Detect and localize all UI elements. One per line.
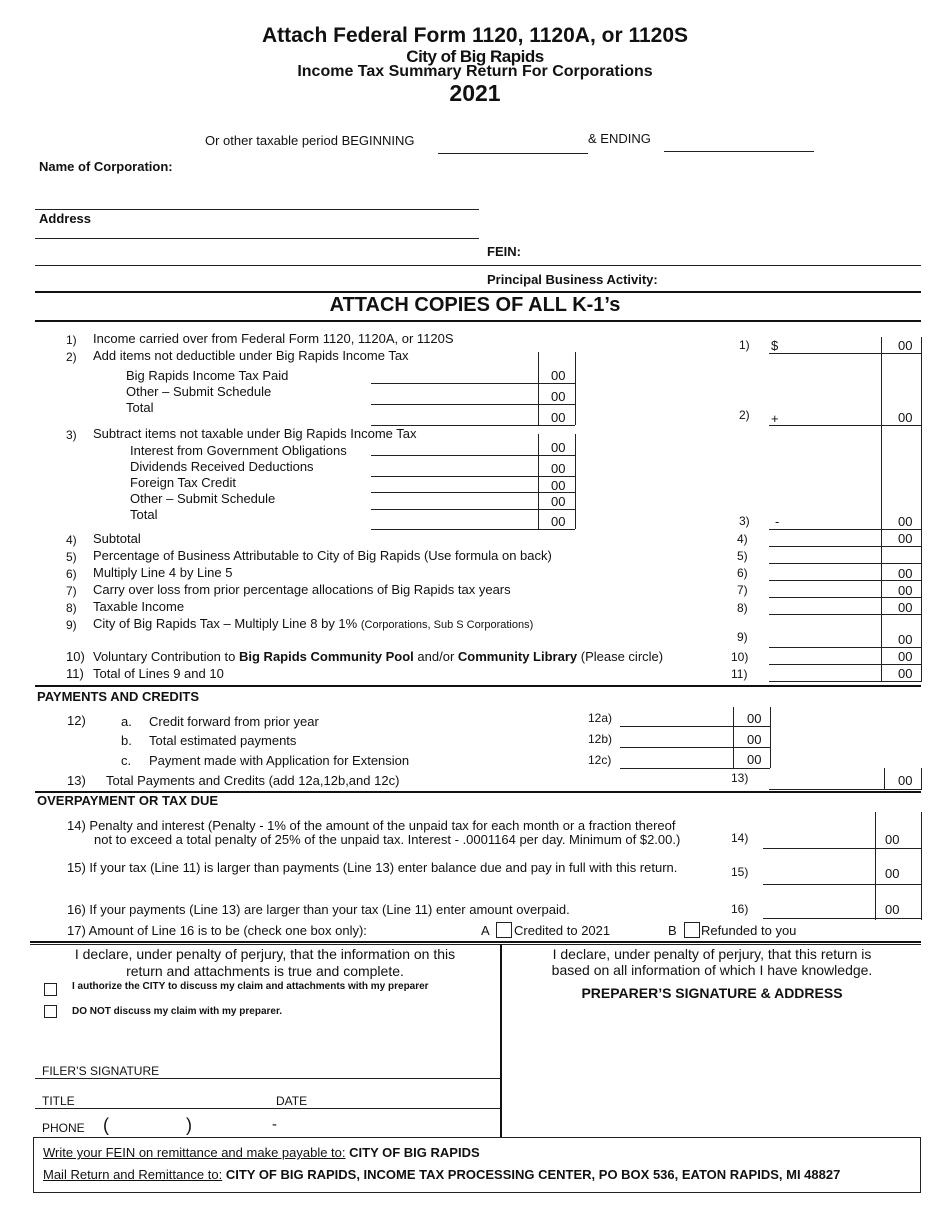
line13-number: 13) [67,773,86,788]
address-field[interactable] [35,238,479,239]
sub-column-border [538,352,539,425]
line12b-letter: b. [121,733,132,748]
divider [35,685,921,687]
line11-cents: 00 [898,666,913,681]
sub-column-border [538,434,539,529]
community-library-option[interactable]: Community Library [457,649,578,664]
tax-year: 2021 [449,80,501,106]
line14-cents: 00 [885,832,900,847]
phone-dash: - [272,1116,277,1133]
signature-divider [500,944,502,1137]
line3-total-field[interactable] [371,529,575,530]
phone-label: PHONE [42,1121,85,1135]
mailing-address: CITY OF BIG RAPIDS, INCOME TAX PROCESSING CENTER, PO BOX 536, EATON RAPIDS, MI 48827 [225,1167,841,1182]
authorize-label: I authorize the CITY to discuss my claim and attachments with my preparer [72,981,429,992]
line4-number: 4) [66,533,77,547]
minus-sign: - [775,514,780,529]
divider [35,320,921,322]
sub-column-border [575,434,576,529]
title-date-field[interactable] [35,1108,500,1109]
line3-item: Other – Submit Schedule [130,491,276,506]
line3b-amount-field[interactable] [371,476,575,477]
line12b-ref: 12b) [588,732,613,746]
line3d-amount-field[interactable] [371,509,575,510]
line12c-cents: 00 [747,752,762,767]
amount-column-border [875,812,876,920]
line12b-amount-field[interactable] [620,747,770,748]
line4-label: Subtotal [93,531,141,546]
fein-field[interactable] [35,265,921,266]
line16-ref: 16) [731,902,749,916]
line6-label: Multiply Line 4 by Line 5 [93,565,233,580]
line17-label: 17) Amount of Line 16 is to be (check one box only): [67,923,367,938]
line9-cents: 00 [898,632,913,647]
line2-number: 2) [66,350,77,364]
line3a-amount-field[interactable] [371,455,575,456]
line8-ref: 8) [737,601,748,615]
credited-checkbox[interactable] [496,922,512,938]
line10-amount-field[interactable] [769,664,921,665]
dollar-sign: $ [771,338,779,353]
line12c-ref: 12c) [588,753,612,767]
divider [30,944,921,945]
line2-item: Other – Submit Schedule [126,384,272,399]
line1-ref: 1) [739,338,750,352]
line12c-label: Payment made with Application for Extension [149,753,410,768]
line16-cents: 00 [885,902,900,917]
line6-cents: 00 [898,566,913,581]
payments-heading: PAYMENTS AND CREDITS [37,689,200,704]
plus-sign: + [771,411,779,426]
overpayment-heading: OVERPAYMENT OR TAX DUE [37,793,219,808]
city-name: City of Big Rapids [406,47,544,66]
line13-ref: 13) [731,771,749,785]
line15-cents: 00 [885,866,900,881]
divider [30,941,921,943]
line1-label: Income carried over from Federal Form 1120, 1120A, or 1120S [93,331,454,346]
period-beginning-field[interactable] [438,153,588,154]
form-title: Attach Federal Form 1120, 1120A, or 1120S [261,24,689,47]
line2-cents: 00 [898,410,913,425]
line16-label: 16) If your payments (Line 13) are larger than your tax (Line 11) enter amount overpaid. [67,902,570,917]
line2-amount-field[interactable] [769,425,921,426]
phone-field[interactable] [120,1116,185,1134]
line2-item: Big Rapids Income Tax Paid [126,368,289,383]
line14-ref: 14) [731,831,749,845]
line12a-ref: 12a) [588,711,613,725]
line12-number: 12) [67,713,86,728]
line5-ref: 5) [737,549,748,563]
line10-label [93,649,663,664]
line10-pre: Voluntary Contribution to [93,649,236,664]
refunded-checkbox[interactable] [684,922,700,938]
preparer-declaration-1: I declare, under penalty of perjury, that this return is [552,946,872,962]
line15-label: 15) If your tax (Line 11) is larger than payments (Line 13) enter balance due and pay in full with this return. [67,860,678,875]
line4-amount-field[interactable] [769,546,921,547]
payee: CITY OF BIG RAPIDS [349,1145,480,1160]
line2a-amount-field[interactable] [371,383,575,384]
line10-andor: and/or [417,649,455,664]
date-label: DATE [276,1094,308,1108]
line3-item: Total [130,507,158,522]
title-label: TITLE [42,1094,75,1108]
line3-cents: 00 [898,514,913,529]
preparer-signature-title: PREPARER’S SIGNATURE & ADDRESS [581,985,843,1001]
line12a-amount-field[interactable] [620,726,770,727]
amount-column-border [921,812,922,920]
line13-label: Total Payments and Credits (add 12a,12b,and 12c) [106,773,400,788]
filer-signature-field[interactable] [35,1078,500,1079]
k1-banner: ATTACH COPIES OF ALL K-1’s [329,294,621,316]
line5-amount-field[interactable] [769,563,921,564]
line11-number: 11) [66,666,84,681]
do-not-discuss-checkbox[interactable] [44,1005,57,1018]
line4-cents: 00 [898,531,913,546]
line14-label-1: 14) Penalty and interest (Penalty - 1% of the amount of the unpaid tax for each month or a fraction thereof [67,818,676,833]
line9-note: (Corporations, Sub S Corporations) [360,619,534,631]
line9-amount-field[interactable] [769,647,921,648]
line9-number: 9) [66,618,77,632]
filer-declaration-1: I declare, under penalty of perjury, that the information on this [74,946,456,962]
option-a-label: Credited to 2021 [514,923,611,938]
line3-item: Interest from Government Obligations [130,443,347,458]
line11-amount-field[interactable] [769,681,921,682]
mail-instruction: Mail Return and Remittance to: [43,1167,223,1182]
preparer-declaration-2: based on all information of which I have knowledge. [551,962,873,978]
line6-number: 6) [66,567,77,581]
community-pool-option[interactable]: Big Rapids Community Pool [239,649,414,664]
authorize-checkbox[interactable] [44,983,57,996]
amount-column-border [921,337,922,682]
line7-number: 7) [66,584,77,598]
period-ending-field[interactable] [664,151,814,152]
line6-ref: 6) [737,566,748,580]
line15-ref: 15) [731,865,749,879]
line9-ref: 9) [737,630,748,644]
line3d-cents: 00 [551,494,566,509]
address-label: Address [39,211,92,226]
line3b-cents: 00 [551,461,566,476]
line7-ref: 7) [737,583,748,597]
line3c-amount-field[interactable] [371,492,575,493]
line9-label [93,616,533,631]
line2-total-cents: 00 [551,410,566,425]
divider [35,291,921,293]
amount-column-border [881,337,882,682]
line1-amount-field[interactable] [769,353,921,354]
line2-ref: 2) [739,408,750,422]
line12b-cents: 00 [747,732,762,747]
sub-column-border [770,707,771,768]
line3-item: Foreign Tax Credit [130,475,236,490]
option-b-letter: B [668,923,677,938]
line12c-letter: c. [121,753,132,768]
form-subtitle: Income Tax Summary Return For Corporations [297,63,653,80]
line1-cents: 00 [898,338,913,353]
line1-number: 1) [66,333,77,347]
remittance-line-2 [43,1167,840,1182]
fein-label: FEIN: [487,244,521,259]
do-not-discuss-label: DO NOT discuss my claim with my preparer. [72,1006,283,1017]
line2a-cents: 00 [551,368,566,383]
amount-column-border [884,768,885,790]
line7-cents: 00 [898,583,913,598]
line3-amount-field[interactable] [769,529,921,530]
line3-total-cents: 00 [551,514,566,529]
line10-post: (Please circle) [580,649,664,664]
line10-ref: 10) [731,650,749,664]
line11-label: Total of Lines 9 and 10 [93,666,224,681]
line13-cents: 00 [898,773,913,788]
line2-label: Add items not deductible under Big Rapids Income Tax [93,348,409,363]
line3a-cents: 00 [551,440,566,455]
line10-number: 10) [66,649,85,664]
filer-declaration-2: return and attachments is true and complete. [126,963,404,979]
line5-label: Percentage of Business Attributable to City of Big Rapids (Use formula on back) [93,548,552,563]
amount-column-border [921,768,922,790]
line7-label: Carry over loss from prior percentage allocations of Big Rapids tax years [93,582,511,597]
business-activity-label: Principal Business Activity: [487,272,658,287]
line3-item: Dividends Received Deductions [130,459,314,474]
line16-amount-field[interactable] [763,918,921,919]
line15-amount-field[interactable] [763,884,921,885]
remittance-line-1 [43,1145,480,1160]
filer-signature-label: FILER’S SIGNATURE [42,1064,160,1078]
line3-label: Subtract items not taxable under Big Rapids Income Tax [93,426,417,441]
line12a-cents: 00 [747,711,762,726]
line8-number: 8) [66,601,77,615]
period-beginning-label: Or other taxable period BEGINNING [205,133,415,148]
line2b-amount-field[interactable] [371,404,575,405]
corporation-name-label: Name of Corporation: [39,159,173,174]
line3-ref: 3) [739,514,750,528]
line4-ref: 4) [737,532,748,546]
line12a-letter: a. [121,714,132,729]
option-a-letter: A [481,923,490,938]
sub-column-border [575,352,576,425]
line8-label: Taxable Income [93,599,185,614]
preparer-signature-area[interactable] [510,1010,915,1132]
line8-cents: 00 [898,600,913,615]
phone-area-open: ( [103,1115,109,1135]
line13-amount-field[interactable] [769,789,921,790]
remittance-instruction: Write your FEIN on remittance and make payable to: [43,1145,346,1160]
sub-column-border [733,707,734,768]
line12b-label: Total estimated payments [149,733,297,748]
line3c-cents: 00 [551,478,566,493]
line11-ref: 11) [731,667,748,681]
line12c-amount-field[interactable] [620,768,770,769]
corporation-name-field[interactable] [35,209,479,210]
line14-amount-field[interactable] [763,848,921,849]
line5-number: 5) [66,550,77,564]
option-b-label: Refunded to you [701,923,797,938]
line14-label-2: not to exceed a total penalty of 25% of the unpaid tax. Interest - .0001164 per day. Minimum of $2.00.) [94,832,681,847]
phone-area-close: ) [186,1115,192,1135]
line9-text: City of Big Rapids Tax – Multiply Line 8 by 1% [93,616,358,631]
line10-cents: 00 [898,649,913,664]
line2-item: Total [126,400,154,415]
line3-number: 3) [66,428,77,442]
period-ending-label: & ENDING [588,131,651,146]
line2b-cents: 00 [551,389,566,404]
line12a-label: Credit forward from prior year [149,714,319,729]
